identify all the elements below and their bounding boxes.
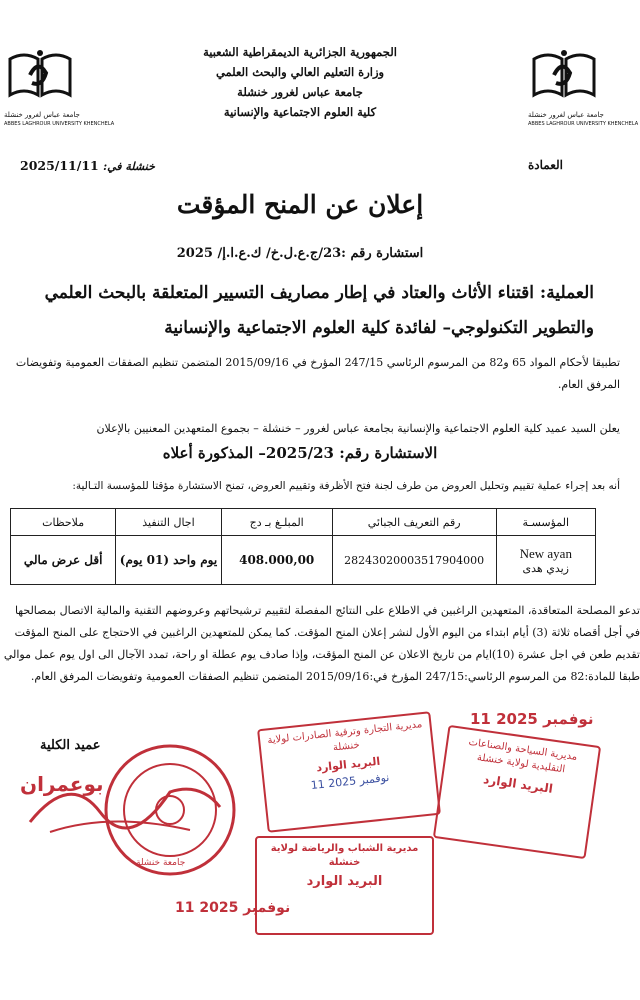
book-logo-icon <box>528 45 600 107</box>
received-date-handwritten: 11 نوفمبر 2025 <box>470 710 594 728</box>
tourism-stamp-sub: البريد الوارد <box>482 772 554 796</box>
column-header-duration: اجال التنفيذ <box>116 509 221 536</box>
youth-stamp-title: مديرية الشباب والرياضة لولاية خنشلة <box>270 843 419 868</box>
signature-icon <box>10 752 230 842</box>
university-line: جامعة عباس لغرور خنشلة <box>237 85 363 99</box>
operation-line-2: والتطوير التكنولوجي– لفائدة كلية العلوم الاجتماعية والإنسانية <box>164 318 594 338</box>
dean-office-label: العمادة <box>528 158 564 172</box>
university-logo-left <box>4 45 115 127</box>
company-cell <box>496 536 595 585</box>
column-header-tax-id: رقم التعريف الجبائي <box>332 509 496 536</box>
logo-caption-ar: جامعة عباس لغرور خنشلة <box>528 111 604 119</box>
legal-basis-paragraph: تطبيقا لأحكام المواد 65 و82 من المرسوم الرئاسي 247/15 المؤرخ في 2015/09/16 المتضمن تنظيم الصفقات العمومية وتفويضات المرفق العام. <box>15 356 620 391</box>
tourism-stamp-title: مديرية السياحة والصناعات التقليدية لولاية خنشلة <box>467 736 578 776</box>
consultation-number-line: الاستشارة رقم: 2025/23– المذكورة أعلاه <box>162 444 438 462</box>
logo-caption-ar: جامعة عباس لغرور خنشلة <box>4 111 80 119</box>
commerce-directorate-stamp <box>257 711 441 833</box>
book-logo-icon <box>4 45 76 107</box>
logo-caption-en: ABBES LAGHROUR UNIVERSITY KHENCHELA <box>528 121 639 127</box>
amount-cell: 408.000,00 <box>221 536 332 585</box>
youth-stamp-sub: البريد الوارد <box>306 874 383 889</box>
ministry-line: وزارة التعليم العالي والبحث العلمي <box>215 65 385 79</box>
award-table <box>10 508 596 585</box>
republic-line: الجمهورية الجزائرية الديمقراطية الشعبية <box>203 45 397 59</box>
tourism-directorate-stamp <box>433 725 601 859</box>
institution-header <box>185 42 415 122</box>
consultation-reference: استشارة رقم :23/ج.ع.ل.خ/ ك.ع.ا.إ/ 2025 <box>176 246 424 261</box>
column-header-amount: المبلـغ بـ دج <box>221 509 332 536</box>
page-title: إعلان عن المنح المؤقت <box>176 190 424 219</box>
dean-name-stamp: بوعمران <box>20 772 104 796</box>
column-header-company: المؤسسـة <box>496 509 595 536</box>
table-header-row <box>11 509 596 536</box>
dean-signature-stamp <box>10 752 230 842</box>
tax-id-cell: 28243020003517904000 <box>332 536 496 585</box>
youth-directorate-stamp <box>255 836 434 935</box>
operation-line-1: العملية: اقتناء الأثاث والعتاد في إطار مصاريف التسيير المتعلقة بالبحث العلمي <box>44 283 594 303</box>
issue-date <box>20 158 155 173</box>
faculty-line: كلية العلوم الاجتماعية والإنسانية <box>223 105 377 119</box>
date-label: خنشلة في: <box>103 160 155 173</box>
company-owner: زيدي هدى <box>522 561 569 575</box>
youth-stamp-date: 11 نوفمبر 2025 <box>175 900 291 916</box>
commerce-stamp-sub: البريد الوارد <box>315 754 381 775</box>
dean-signature-title: عميد الكلية <box>40 738 101 753</box>
table-row <box>11 536 596 585</box>
appeal-paragraph: تدعو المصلحة المتعاقدة، المتعهدين الراغبين في الاطلاع على النتائج المفصلة لتقييم ترشيحاتهم وعروضهم التقنية والمالية الاتصال بمصالحها في أجل أقصاه ثلاثة (3) أيام ابتداء من اليوم الأول لنشر إعلان المنح المؤقت. كما يمكن للمتعهدين الراغبين في الاحتجاج على المنح المؤقت تقديم طعن في اجل عشرة (10)ايام من تاريخ الاعلان عن المنح المؤقت، وإذا صادف يوم عطلة او راحة، تمدد الآجال الى اول يوم عمل موالي طبقا للمادة:82 من المرسوم الرئاسي:247/15 المؤرخ في:2015/09/16 المتضمن تنظيم الصفقات العمومية وتفويضات المرفق العام. <box>3 604 640 683</box>
commerce-stamp-title: مديرية التجارة وترقية الصادرات لولاية خنشلة <box>266 719 423 754</box>
logo-caption-en: ABBES LAGHROUR UNIVERSITY KHENCHELA <box>4 121 115 127</box>
announcement-paragraph: يعلن السيد عميد كلية العلوم الاجتماعية والإنسانية بجامعة عباس لغرور – خنشلة – بجموع المتعهدين المعنيين بالإعلان <box>96 422 620 435</box>
notes-cell: أقل عرض مالي <box>11 536 116 585</box>
commerce-stamp-date: 11 نوفمبر 2025 <box>310 770 390 793</box>
award-intro-paragraph: أنه بعد إجراء عملية تقييم وتحليل العروض من طرف لجنة فتح الأظرفة وتقييم العروض، تمنح الاستشارة مؤقتا للمؤسسة التـالية: <box>72 480 620 492</box>
column-header-notes: ملاحظات <box>11 509 116 536</box>
company-name: New ayan <box>519 545 572 561</box>
duration-cell: يوم واحد (01 يوم) <box>116 536 221 585</box>
round-stamp-text: جامعة خنشلة <box>136 858 186 868</box>
university-logo-right <box>528 45 639 127</box>
date-value: 2025/11/11 <box>20 158 99 173</box>
